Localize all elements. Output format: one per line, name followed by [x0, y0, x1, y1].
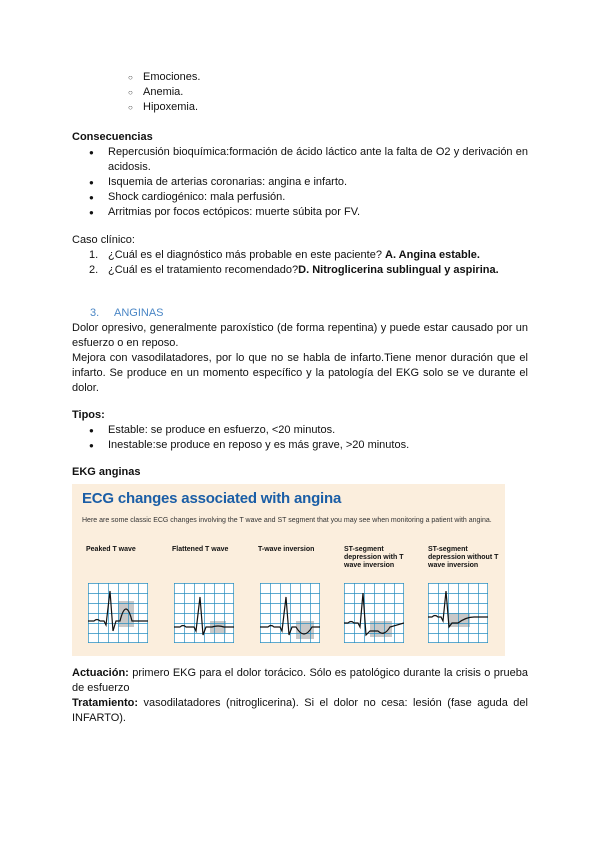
ecg-st-depression-without-t-inversion: [428, 583, 488, 643]
answer-text: D. Nitroglicerina sublingual y aspirina.: [298, 264, 499, 276]
list-item: ● Inestable:se produce en reposo y es más grave, >20 minutos.: [72, 438, 528, 453]
figure-title: ECG changes associated with angina: [82, 490, 342, 507]
section-title: Caso clínico:: [72, 234, 135, 246]
list-item: ● Estable: se produce en esfuerzo, <20 minutos.: [72, 423, 528, 438]
paragraph: Mejora con vasodilatadores, por lo que no se habla de infarto.Tiene menor duración que el infarto. Se produce en un momento específico y la patología del EKG solo se ve durante el dolor.: [72, 352, 528, 394]
causes-sublist: [128, 70, 508, 115]
consecuencias-section: [72, 130, 528, 220]
list-item: ● Arritmias por focos ectópicos: muerte súbita por FV.: [72, 205, 528, 220]
list-item: [72, 263, 528, 278]
ecg-figure: [72, 484, 505, 656]
ecg-caption: ST-segment depression without T wave inversion: [428, 546, 499, 569]
heading-number: 3.: [90, 307, 100, 319]
list-item: ○ Hipoxemia.: [128, 100, 508, 115]
tipos-list: [72, 423, 528, 453]
heading-text: ANGINAS: [114, 307, 164, 319]
list-item: ○ Anemia.: [128, 85, 508, 100]
caso-questions: [72, 248, 528, 278]
ecg-caption: Flattened T wave: [172, 546, 229, 553]
paragraph: Dolor opresivo, generalmente paroxístico (de forma repentina) y puede estar causado por un esfuerzo o en reposo.: [72, 322, 528, 349]
actuacion-text: primero EKG para el dolor torácico. Sólo es patológico durante la crisis o prueba de esfuerzo: [72, 667, 528, 694]
tratamiento-label: Tratamiento:: [72, 697, 139, 709]
figure-subtitle: Here are some classic ECG changes involving the T wave and ST segment that you may see when monitoring a patient with angina.: [82, 517, 492, 524]
ecg-caption: ST-segment depression with T wave inversion: [344, 546, 404, 569]
consecuencias-list: [72, 145, 528, 220]
ecg-flattened-t-wave: [174, 583, 234, 643]
tipos-section: [72, 408, 528, 453]
list-item: [72, 248, 528, 263]
ecg-st-depression-with-t-inversion: [344, 583, 404, 643]
item-number: 2.: [89, 264, 99, 276]
ecg-peaked-t-wave: [88, 583, 148, 643]
section-title: Tipos:: [72, 409, 105, 421]
tratamiento-text: vasodilatadores (nitroglicerina). Si el dolor no cesa: lesión (fase aguda del INFARTO).: [72, 697, 528, 724]
ekg-section-title: [72, 465, 528, 480]
list-item: ● Isquemia de arterias coronarias: angina e infarto.: [72, 175, 528, 190]
question-text: ¿Cuál es el tratamiento recomendado?: [108, 264, 299, 276]
section-title: EKG anginas: [72, 466, 141, 478]
actuacion-label: Actuación:: [72, 667, 129, 679]
actuacion-paragraph: [72, 666, 528, 696]
answer-text: A. Angina estable.: [385, 249, 480, 261]
ecg-t-wave-inversion: [260, 583, 320, 643]
section-title: Consecuencias: [72, 131, 153, 143]
anginas-section: [72, 306, 528, 396]
ecg-caption: T-wave inversion: [258, 546, 315, 553]
question-text: ¿Cuál es el diagnóstico más probable en este paciente?: [108, 249, 386, 261]
item-number: 1.: [89, 249, 99, 261]
ecg-caption: Peaked T wave: [86, 546, 136, 553]
section-heading: [72, 306, 528, 321]
list-item: ● Repercusión bioquímica:formación de ácido láctico ante la falta de O2 y derivación en acidosis.: [72, 145, 528, 175]
tratamiento-paragraph: [72, 696, 528, 726]
list-item: ○ Emociones.: [128, 70, 508, 85]
list-item: ● Shock cardiogénico: mala perfusión.: [72, 190, 528, 205]
caso-clinico-section: [72, 233, 528, 278]
